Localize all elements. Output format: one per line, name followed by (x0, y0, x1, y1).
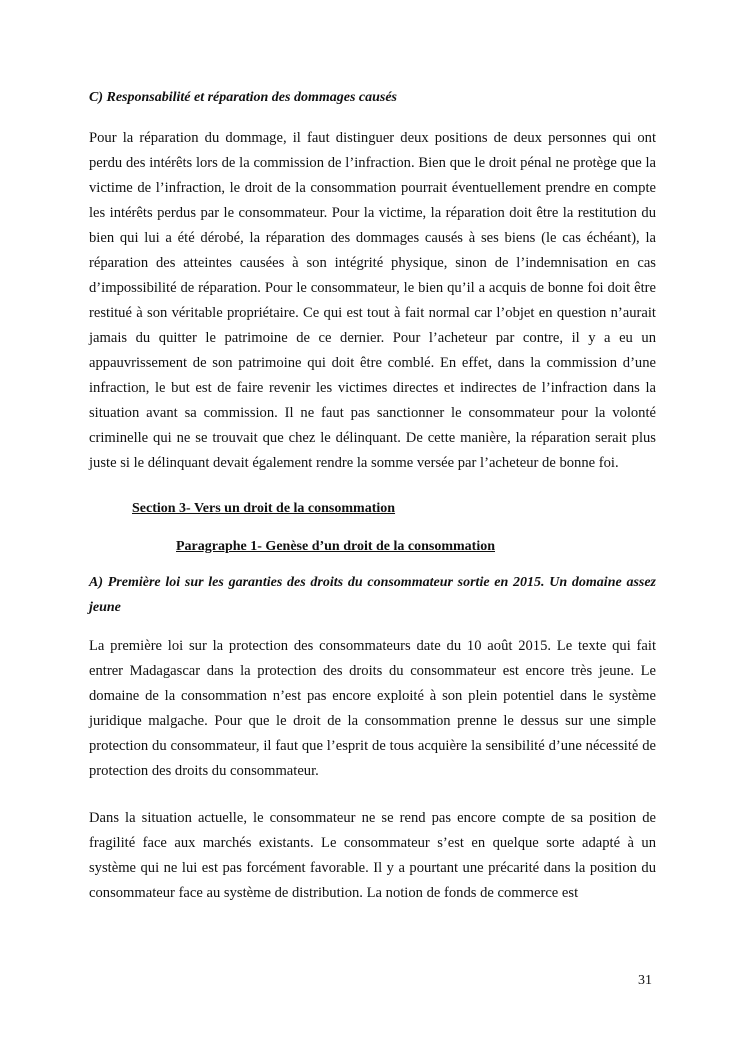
paragraph-premiere-loi: La première loi sur la protection des consommateurs date du 10 août 2015. Le texte qui fait entrer Madagascar dans la protection des droits du consommateur est encore très jeune. Le domaine de la consommation n’est pas encore exploité à son plein potentiel dans le système juridique malgache. Pour que le droit de la consommation prenne le dessus sur une simple protection du consommateur, il faut que l’esprit de tous acquière la sensibilité d’une nécessité de protection des droits du consommateur. (89, 638, 656, 779)
heading-c-responsabilite: C) Responsabilité et réparation des dommages causés (89, 90, 397, 105)
paragraphe-1-title: Paragraphe 1- Genèse d’un droit de la consommation (176, 539, 496, 554)
section-3-title: Section 3- Vers un droit de la consommation (132, 501, 396, 516)
paragraph-reparation: Pour la réparation du dommage, il faut distinguer deux positions de deux personnes qui ont perdu des intérêts lors de la commission de l’infraction. Bien que le droit pénal ne protège que la victime de l’infraction, le droit de la consommation pourrait éventuellement prendre en compte les intérêts perdus par le consommateur. Pour la victime, la réparation doit être la restitution du bien qui lui a été dérobé, la réparation des dommages causés à ses biens (le cas échéant), la réparation des atteintes causées à son intégrité physique, sinon de l’indemnisation en cas d’impossibilité de réparation. Pour le consommateur, le bien qu’il a acquis de bonne foi doit être restitué à son véritable propriétaire. Ce qui est tout à fait normal car l’objet en question n’aurait jamais du quitter le patrimoine de ce dernier. Pour l’acheteur par contre, il y a eu un appauvrissement de son patrimoine qui doit être comblé. En effet, dans la commission d’une infraction, le but est de faire revenir les victimes directes et indirectes de l’infraction dans la situation avant sa commission. Il ne faut pas sanctionner le consommateur pour la volonté criminelle qui ne se trouvait que chez le délinquant. De cette manière, la réparation serait plus juste si le délinquant devait également rendre la somme versée par l’acheteur de bonne foi. (89, 130, 656, 471)
paragraph-situation-actuelle: Dans la situation actuelle, le consommateur ne se rend pas encore compte de sa position de fragilité face aux marchés existants. Le consommateur s’est en quelque sorte adapté à un système qui ne lui est pas forcément favorable. Il y a pourtant une précarité dans la position du consommateur face au système de distribution. La notion de fonds de commerce est (89, 810, 656, 901)
heading-a-premiere-loi: A) Première loi sur les garanties des droits du consommateur sortie en 2015. Un domaine assez jeune (89, 575, 656, 615)
document-page (89, 84, 656, 906)
page-number: 31 (638, 973, 652, 988)
